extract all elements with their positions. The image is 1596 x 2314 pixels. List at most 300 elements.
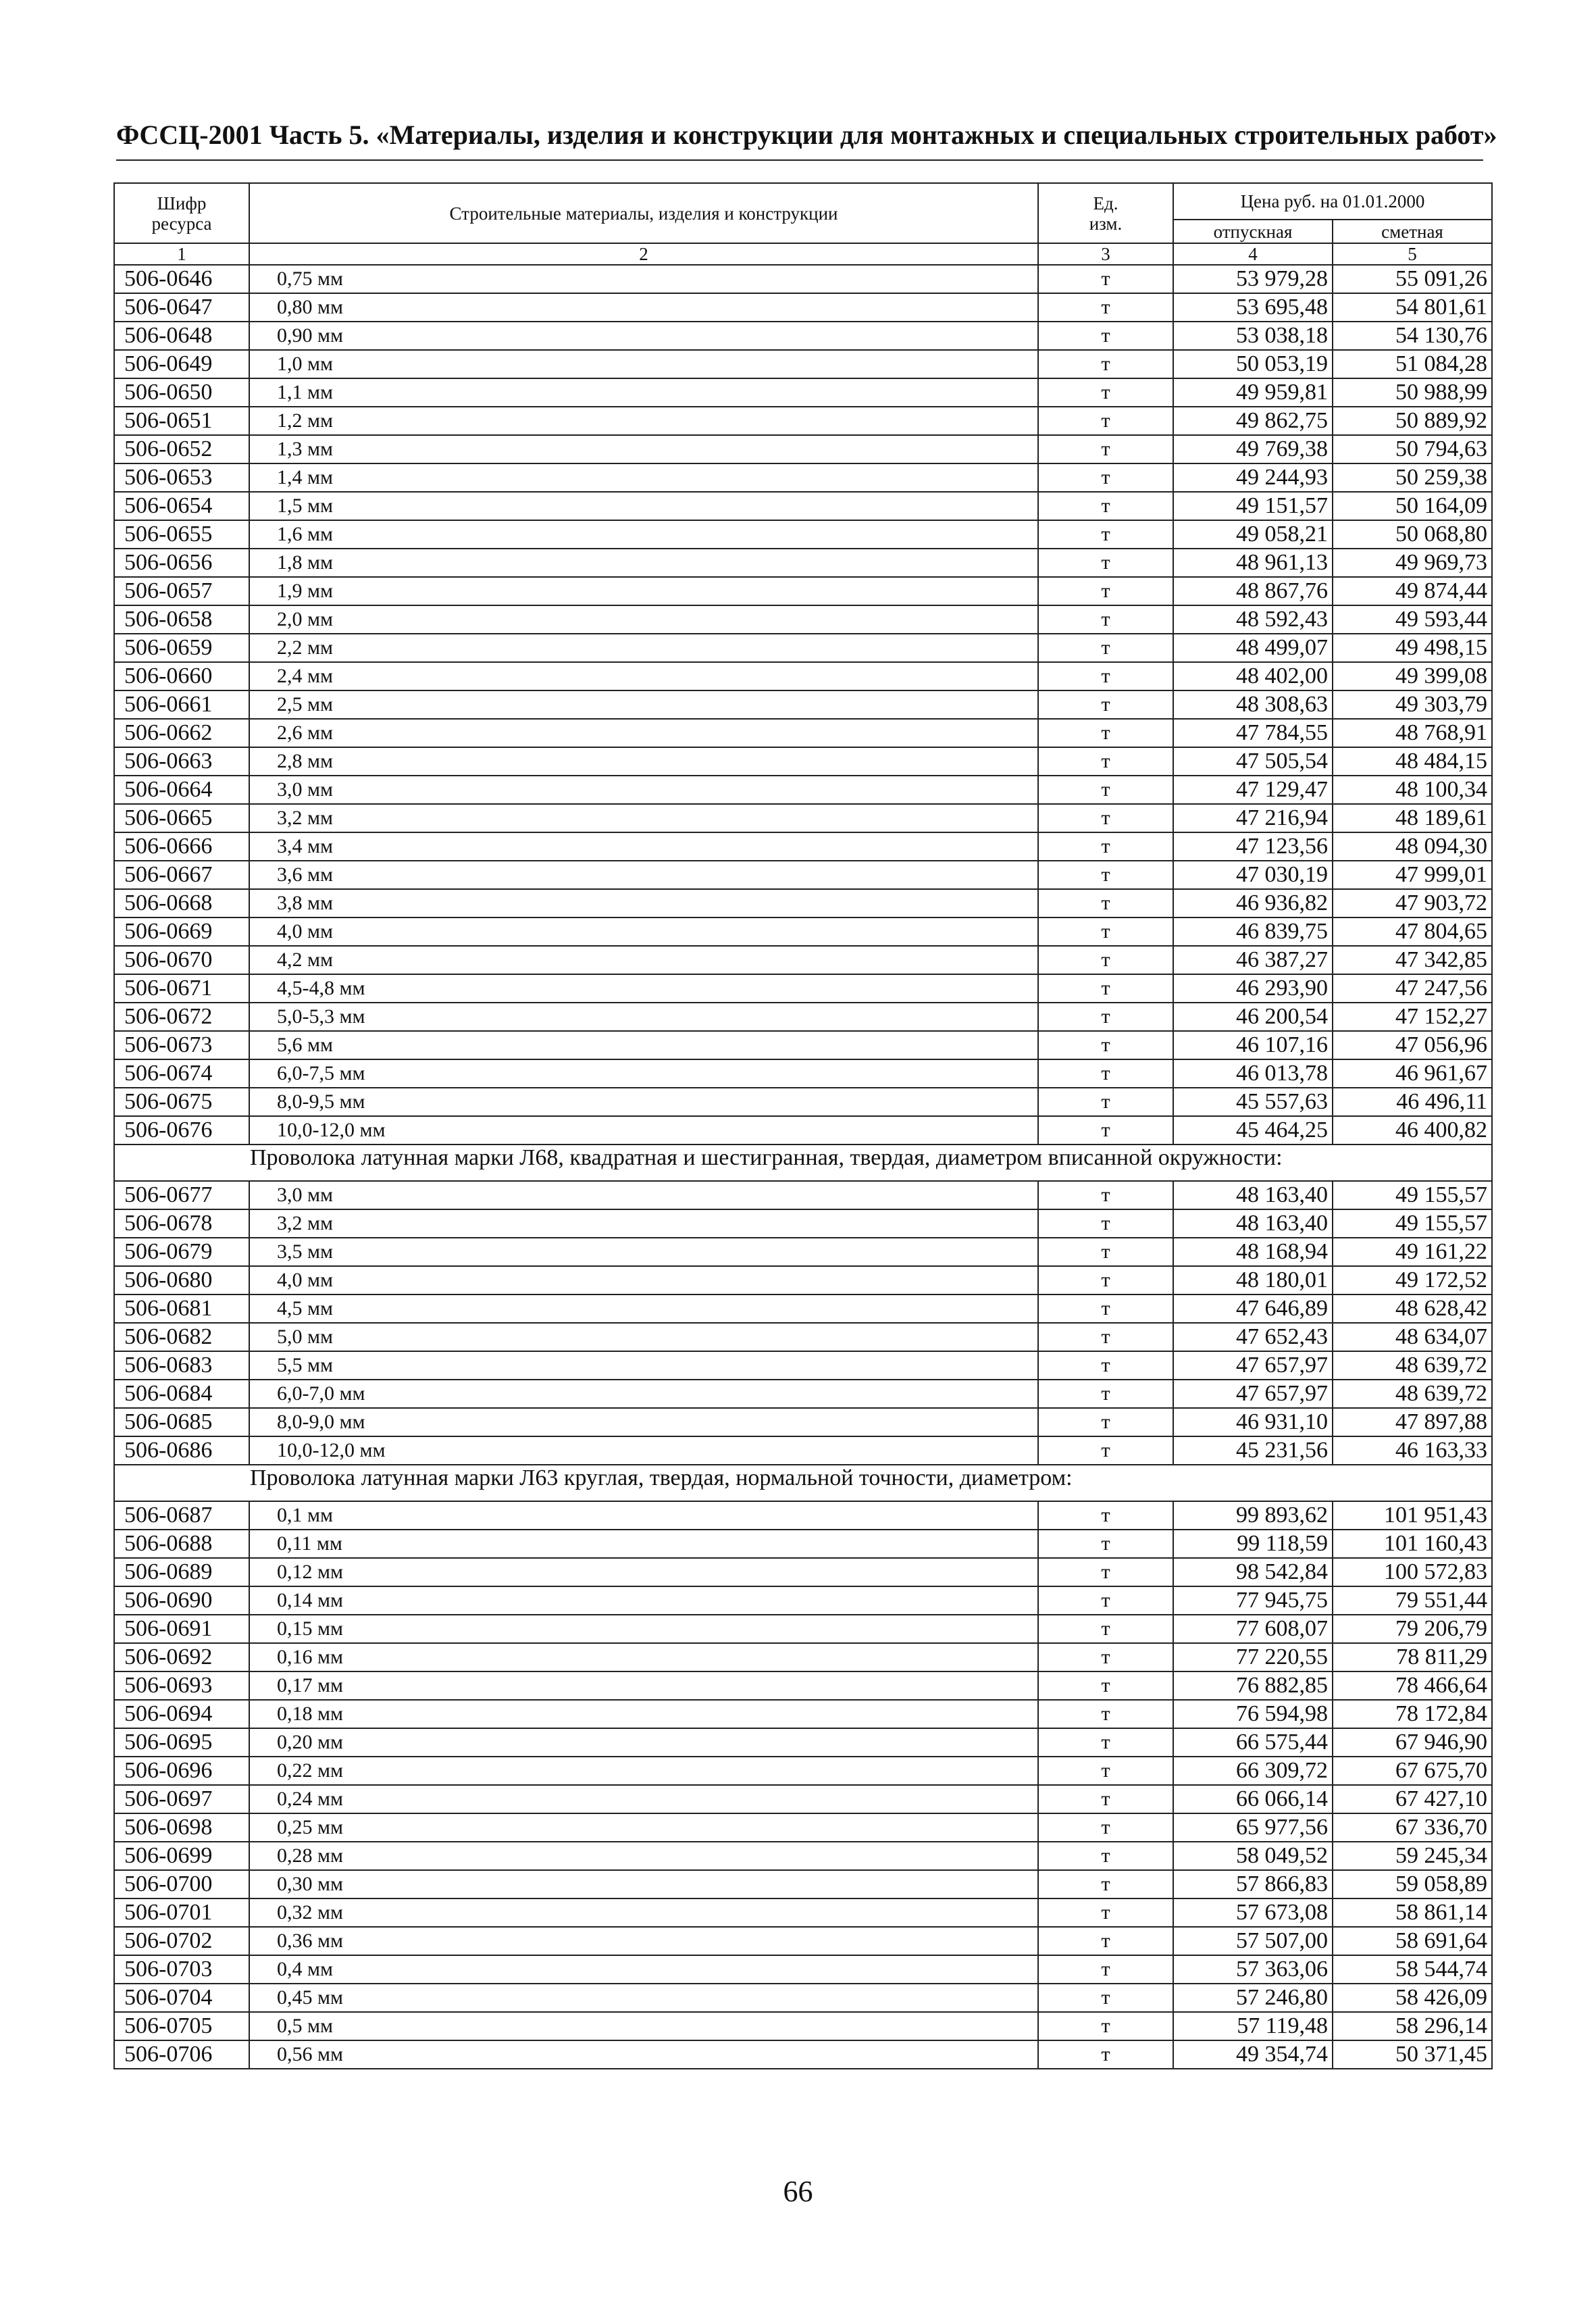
column-number: 5 xyxy=(1333,243,1492,265)
table-row xyxy=(114,549,1492,577)
table-row xyxy=(114,1586,1492,1615)
column-header-price-group: Цена руб. на 01.01.2000 xyxy=(1173,183,1492,220)
column-number: 4 xyxy=(1173,243,1333,265)
resource-code-cell: 506-0658 xyxy=(114,605,249,634)
material-name-cell: 2,4 мм xyxy=(249,662,1038,690)
release-price-cell: 57 119,48 xyxy=(1173,2012,1333,2040)
resource-code-cell: 506-0698 xyxy=(114,1813,249,1842)
estimate-price-cell: 59 058,89 xyxy=(1333,1870,1492,1898)
unit-cell: т xyxy=(1038,1266,1173,1294)
release-price-cell: 66 575,44 xyxy=(1173,1728,1333,1757)
table-row xyxy=(114,1238,1492,1266)
resource-code-cell: 506-0647 xyxy=(114,293,249,322)
table-row xyxy=(114,946,1492,974)
estimate-price-cell: 47 152,27 xyxy=(1333,1003,1492,1031)
table-row xyxy=(114,1984,1492,2012)
unit-cell: т xyxy=(1038,350,1173,378)
unit-cell: т xyxy=(1038,662,1173,690)
material-name-cell: 2,5 мм xyxy=(249,690,1038,719)
release-price-cell: 49 354,74 xyxy=(1173,2040,1333,2069)
unit-cell: т xyxy=(1038,265,1173,293)
unit-cell: т xyxy=(1038,1586,1173,1615)
unit-cell: т xyxy=(1038,1436,1173,1465)
resource-code-cell: 506-0686 xyxy=(114,1436,249,1465)
resource-code-cell: 506-0665 xyxy=(114,804,249,832)
release-price-cell: 47 657,97 xyxy=(1173,1380,1333,1408)
unit-cell: т xyxy=(1038,435,1173,463)
release-price-cell: 46 013,78 xyxy=(1173,1059,1333,1088)
release-price-cell: 46 200,54 xyxy=(1173,1003,1333,1031)
estimate-price-cell: 46 496,11 xyxy=(1333,1088,1492,1116)
table-row xyxy=(114,889,1492,917)
table-row xyxy=(114,1059,1492,1088)
resource-code-cell: 506-0662 xyxy=(114,719,249,747)
resource-code-cell: 506-0683 xyxy=(114,1351,249,1380)
resource-code-cell: 506-0705 xyxy=(114,2012,249,2040)
resource-code-cell: 506-0646 xyxy=(114,265,249,293)
table-body xyxy=(114,265,1492,2069)
material-name-cell: 1,4 мм xyxy=(249,463,1038,492)
resource-code-cell: 506-0648 xyxy=(114,322,249,350)
resource-code-cell: 506-0671 xyxy=(114,974,249,1003)
material-name-cell: 0,1 мм xyxy=(249,1501,1038,1530)
material-name-cell: 0,5 мм xyxy=(249,2012,1038,2040)
material-name-cell: 0,32 мм xyxy=(249,1898,1038,1927)
release-price-cell: 66 309,72 xyxy=(1173,1757,1333,1785)
table-row xyxy=(114,1842,1492,1870)
estimate-price-cell: 49 161,22 xyxy=(1333,1238,1492,1266)
resource-code-cell: 506-0679 xyxy=(114,1238,249,1266)
material-name-cell: 5,6 мм xyxy=(249,1031,1038,1059)
release-price-cell: 47 216,94 xyxy=(1173,804,1333,832)
material-name-cell: 0,20 мм xyxy=(249,1728,1038,1757)
estimate-price-cell: 101 160,43 xyxy=(1333,1530,1492,1558)
release-price-cell: 45 557,63 xyxy=(1173,1088,1333,1116)
resource-code-cell: 506-0655 xyxy=(114,520,249,549)
resource-code-cell: 506-0652 xyxy=(114,435,249,463)
resource-code-cell: 506-0677 xyxy=(114,1181,249,1209)
resource-code-cell: 506-0650 xyxy=(114,378,249,407)
material-name-cell: 3,8 мм xyxy=(249,889,1038,917)
estimate-price-cell: 78 811,29 xyxy=(1333,1643,1492,1671)
resource-code-cell: 506-0695 xyxy=(114,1728,249,1757)
header-divider xyxy=(116,159,1483,161)
price-table xyxy=(113,182,1493,2069)
release-price-cell: 47 657,97 xyxy=(1173,1351,1333,1380)
resource-code-cell: 506-0675 xyxy=(114,1088,249,1116)
material-name-cell: 2,2 мм xyxy=(249,634,1038,662)
estimate-price-cell: 79 206,79 xyxy=(1333,1615,1492,1643)
unit-cell: т xyxy=(1038,804,1173,832)
estimate-price-cell: 67 946,90 xyxy=(1333,1728,1492,1757)
resource-code-cell: 506-0654 xyxy=(114,492,249,520)
material-name-cell: 0,30 мм xyxy=(249,1870,1038,1898)
estimate-price-cell: 78 466,64 xyxy=(1333,1671,1492,1700)
material-name-cell: 8,0-9,5 мм xyxy=(249,1088,1038,1116)
table-row xyxy=(114,520,1492,549)
unit-cell: т xyxy=(1038,889,1173,917)
table-row xyxy=(114,1003,1492,1031)
table-row xyxy=(114,265,1492,293)
unit-cell: т xyxy=(1038,1671,1173,1700)
estimate-price-cell: 67 336,70 xyxy=(1333,1813,1492,1842)
unit-cell: т xyxy=(1038,1813,1173,1842)
material-name-cell: 3,2 мм xyxy=(249,804,1038,832)
resource-code-cell: 506-0681 xyxy=(114,1294,249,1323)
release-price-cell: 49 151,57 xyxy=(1173,492,1333,520)
estimate-price-cell: 48 484,15 xyxy=(1333,747,1492,776)
table-row xyxy=(114,322,1492,350)
resource-code-cell: 506-0666 xyxy=(114,832,249,861)
estimate-price-cell: 78 172,84 xyxy=(1333,1700,1492,1728)
table-row xyxy=(114,832,1492,861)
release-price-cell: 48 163,40 xyxy=(1173,1181,1333,1209)
table-row xyxy=(114,1436,1492,1465)
table-row xyxy=(114,492,1492,520)
estimate-price-cell: 58 426,09 xyxy=(1333,1984,1492,2012)
table-row xyxy=(114,1530,1492,1558)
table-row xyxy=(114,1615,1492,1643)
release-price-cell: 77 608,07 xyxy=(1173,1615,1333,1643)
release-price-cell: 48 308,63 xyxy=(1173,690,1333,719)
unit-cell: т xyxy=(1038,1501,1173,1530)
unit-cell: т xyxy=(1038,1700,1173,1728)
release-price-cell: 57 673,08 xyxy=(1173,1898,1333,1927)
resource-code-cell: 506-0694 xyxy=(114,1700,249,1728)
unit-cell: т xyxy=(1038,1181,1173,1209)
unit-cell: т xyxy=(1038,1870,1173,1898)
release-price-cell: 98 542,84 xyxy=(1173,1558,1333,1586)
resource-code-cell: 506-0661 xyxy=(114,690,249,719)
estimate-price-cell: 58 861,14 xyxy=(1333,1898,1492,1927)
release-price-cell: 46 839,75 xyxy=(1173,917,1333,946)
material-name-cell: 8,0-9,0 мм xyxy=(249,1408,1038,1436)
page-number: 66 xyxy=(783,2175,813,2208)
material-name-cell: 2,8 мм xyxy=(249,747,1038,776)
release-price-cell: 46 387,27 xyxy=(1173,946,1333,974)
material-name-cell: 3,0 мм xyxy=(249,776,1038,804)
material-name-cell: 4,0 мм xyxy=(249,917,1038,946)
table-row xyxy=(114,776,1492,804)
unit-cell: т xyxy=(1038,1530,1173,1558)
unit-cell: т xyxy=(1038,1728,1173,1757)
estimate-price-cell: 51 084,28 xyxy=(1333,350,1492,378)
table-row xyxy=(114,463,1492,492)
material-name-cell: 5,0-5,3 мм xyxy=(249,1003,1038,1031)
table-row xyxy=(114,1351,1492,1380)
material-name-cell: 0,28 мм xyxy=(249,1842,1038,1870)
resource-code-cell: 506-0696 xyxy=(114,1757,249,1785)
column-header-release-price: отпускная xyxy=(1173,220,1333,243)
resource-code-cell: 506-0678 xyxy=(114,1209,249,1238)
release-price-cell: 50 053,19 xyxy=(1173,350,1333,378)
column-header-name: Строительные материалы, изделия и конструкции xyxy=(249,183,1038,243)
release-price-cell: 48 180,01 xyxy=(1173,1266,1333,1294)
estimate-price-cell: 50 068,80 xyxy=(1333,520,1492,549)
material-name-cell: 1,8 мм xyxy=(249,549,1038,577)
resource-code-cell: 506-0690 xyxy=(114,1586,249,1615)
unit-cell: т xyxy=(1038,1380,1173,1408)
resource-code-cell: 506-0680 xyxy=(114,1266,249,1294)
table-row xyxy=(114,1955,1492,1984)
table-row xyxy=(114,662,1492,690)
table-row xyxy=(114,861,1492,889)
release-price-cell: 53 979,28 xyxy=(1173,265,1333,293)
release-price-cell: 48 867,76 xyxy=(1173,577,1333,605)
table-row xyxy=(114,1728,1492,1757)
release-price-cell: 46 107,16 xyxy=(1173,1031,1333,1059)
estimate-price-cell: 101 951,43 xyxy=(1333,1501,1492,1530)
table-row xyxy=(114,1671,1492,1700)
resource-code-cell: 506-0699 xyxy=(114,1842,249,1870)
estimate-price-cell: 67 427,10 xyxy=(1333,1785,1492,1813)
section-heading: Проволока латунная марки Л63 круглая, твердая, нормальной точности, диаметром: xyxy=(114,1465,1492,1501)
unit-cell: т xyxy=(1038,1116,1173,1145)
resource-code-cell: 506-0673 xyxy=(114,1031,249,1059)
resource-code-cell: 506-0674 xyxy=(114,1059,249,1088)
material-name-cell: 4,0 мм xyxy=(249,1266,1038,1294)
material-name-cell: 0,16 мм xyxy=(249,1643,1038,1671)
release-price-cell: 46 936,82 xyxy=(1173,889,1333,917)
resource-code-cell: 506-0682 xyxy=(114,1323,249,1351)
material-name-cell: 5,5 мм xyxy=(249,1351,1038,1380)
estimate-price-cell: 49 593,44 xyxy=(1333,605,1492,634)
material-name-cell: 3,6 мм xyxy=(249,861,1038,889)
unit-cell: т xyxy=(1038,974,1173,1003)
estimate-price-cell: 47 999,01 xyxy=(1333,861,1492,889)
material-name-cell: 0,12 мм xyxy=(249,1558,1038,1586)
estimate-price-cell: 50 889,92 xyxy=(1333,407,1492,435)
table-row xyxy=(114,690,1492,719)
release-price-cell: 57 363,06 xyxy=(1173,1955,1333,1984)
material-name-cell: 0,36 мм xyxy=(249,1927,1038,1955)
estimate-price-cell: 49 155,57 xyxy=(1333,1209,1492,1238)
material-name-cell: 0,22 мм xyxy=(249,1757,1038,1785)
unit-cell: т xyxy=(1038,1984,1173,2012)
release-price-cell: 49 058,21 xyxy=(1173,520,1333,549)
estimate-price-cell: 50 164,09 xyxy=(1333,492,1492,520)
estimate-price-cell: 49 498,15 xyxy=(1333,634,1492,662)
estimate-price-cell: 48 100,34 xyxy=(1333,776,1492,804)
table-row xyxy=(114,1558,1492,1586)
unit-cell: т xyxy=(1038,861,1173,889)
resource-code-cell: 506-0688 xyxy=(114,1530,249,1558)
estimate-price-cell: 48 634,07 xyxy=(1333,1323,1492,1351)
unit-cell: т xyxy=(1038,322,1173,350)
release-price-cell: 77 220,55 xyxy=(1173,1643,1333,1671)
resource-code-cell: 506-0649 xyxy=(114,350,249,378)
resource-code-cell: 506-0668 xyxy=(114,889,249,917)
release-price-cell: 47 646,89 xyxy=(1173,1294,1333,1323)
resource-code-cell: 506-0685 xyxy=(114,1408,249,1436)
estimate-price-cell: 46 961,67 xyxy=(1333,1059,1492,1088)
release-price-cell: 45 231,56 xyxy=(1173,1436,1333,1465)
unit-cell: т xyxy=(1038,946,1173,974)
material-name-cell: 1,2 мм xyxy=(249,407,1038,435)
material-name-cell: 1,6 мм xyxy=(249,520,1038,549)
unit-cell: т xyxy=(1038,1842,1173,1870)
table-row xyxy=(114,2012,1492,2040)
estimate-price-cell: 48 639,72 xyxy=(1333,1351,1492,1380)
release-price-cell: 46 293,90 xyxy=(1173,974,1333,1003)
material-name-cell: 0,25 мм xyxy=(249,1813,1038,1842)
unit-cell: т xyxy=(1038,1209,1173,1238)
material-name-cell: 3,2 мм xyxy=(249,1209,1038,1238)
estimate-price-cell: 58 544,74 xyxy=(1333,1955,1492,1984)
resource-code-cell: 506-0687 xyxy=(114,1501,249,1530)
unit-cell: т xyxy=(1038,776,1173,804)
resource-code-cell: 506-0692 xyxy=(114,1643,249,1671)
unit-cell: т xyxy=(1038,1088,1173,1116)
estimate-price-cell: 49 399,08 xyxy=(1333,662,1492,690)
estimate-price-cell: 58 691,64 xyxy=(1333,1927,1492,1955)
unit-cell: т xyxy=(1038,1294,1173,1323)
unit-cell: т xyxy=(1038,378,1173,407)
resource-code-cell: 506-0651 xyxy=(114,407,249,435)
column-number: 1 xyxy=(114,243,249,265)
resource-code-cell: 506-0701 xyxy=(114,1898,249,1927)
table-row xyxy=(114,1700,1492,1728)
resource-code-cell: 506-0706 xyxy=(114,2040,249,2069)
unit-cell: т xyxy=(1038,605,1173,634)
estimate-price-cell: 54 130,76 xyxy=(1333,322,1492,350)
unit-cell: т xyxy=(1038,407,1173,435)
resource-code-cell: 506-0689 xyxy=(114,1558,249,1586)
section-heading-row xyxy=(114,1465,1492,1501)
material-name-cell: 0,4 мм xyxy=(249,1955,1038,1984)
release-price-cell: 99 893,62 xyxy=(1173,1501,1333,1530)
release-price-cell: 65 977,56 xyxy=(1173,1813,1333,1842)
estimate-price-cell: 46 400,82 xyxy=(1333,1116,1492,1145)
table-row xyxy=(114,1927,1492,1955)
release-price-cell: 49 244,93 xyxy=(1173,463,1333,492)
unit-cell: т xyxy=(1038,1351,1173,1380)
release-price-cell: 48 592,43 xyxy=(1173,605,1333,634)
table-row xyxy=(114,1088,1492,1116)
material-name-cell: 6,0-7,5 мм xyxy=(249,1059,1038,1088)
unit-cell: т xyxy=(1038,1615,1173,1643)
table-row xyxy=(114,1870,1492,1898)
release-price-cell: 49 862,75 xyxy=(1173,407,1333,435)
table-row xyxy=(114,1031,1492,1059)
table-row xyxy=(114,1501,1492,1530)
estimate-price-cell: 49 874,44 xyxy=(1333,577,1492,605)
table-row xyxy=(114,1898,1492,1927)
unit-cell: т xyxy=(1038,1643,1173,1671)
material-name-cell: 0,75 мм xyxy=(249,265,1038,293)
table-row xyxy=(114,1757,1492,1785)
unit-cell: т xyxy=(1038,577,1173,605)
unit-cell: т xyxy=(1038,293,1173,322)
estimate-price-cell: 59 245,34 xyxy=(1333,1842,1492,1870)
material-name-cell: 1,3 мм xyxy=(249,435,1038,463)
estimate-price-cell: 48 628,42 xyxy=(1333,1294,1492,1323)
estimate-price-cell: 47 342,85 xyxy=(1333,946,1492,974)
unit-cell: т xyxy=(1038,719,1173,747)
table-row xyxy=(114,1408,1492,1436)
release-price-cell: 48 163,40 xyxy=(1173,1209,1333,1238)
estimate-price-cell: 47 247,56 xyxy=(1333,974,1492,1003)
unit-cell: т xyxy=(1038,1558,1173,1586)
release-price-cell: 45 464,25 xyxy=(1173,1116,1333,1145)
resource-code-cell: 506-0703 xyxy=(114,1955,249,1984)
unit-cell: т xyxy=(1038,492,1173,520)
release-price-cell: 48 499,07 xyxy=(1173,634,1333,662)
release-price-cell: 57 507,00 xyxy=(1173,1927,1333,1955)
unit-cell: т xyxy=(1038,1059,1173,1088)
release-price-cell: 46 931,10 xyxy=(1173,1408,1333,1436)
section-heading: Проволока латунная марки Л68, квадратная и шестигранная, твердая, диаметром вписанной окружности: xyxy=(114,1145,1492,1181)
material-name-cell: 4,2 мм xyxy=(249,946,1038,974)
estimate-price-cell: 49 155,57 xyxy=(1333,1181,1492,1209)
unit-cell: т xyxy=(1038,2012,1173,2040)
column-number: 2 xyxy=(249,243,1038,265)
estimate-price-cell: 54 801,61 xyxy=(1333,293,1492,322)
resource-code-cell: 506-0691 xyxy=(114,1615,249,1643)
material-name-cell: 10,0-12,0 мм xyxy=(249,1436,1038,1465)
table-row xyxy=(114,747,1492,776)
estimate-price-cell: 50 988,99 xyxy=(1333,378,1492,407)
table-row xyxy=(114,407,1492,435)
table-row xyxy=(114,293,1492,322)
table-row xyxy=(114,634,1492,662)
table-row xyxy=(114,605,1492,634)
material-name-cell: 0,15 мм xyxy=(249,1615,1038,1643)
column-number: 3 xyxy=(1038,243,1173,265)
table-row xyxy=(114,804,1492,832)
release-price-cell: 76 882,85 xyxy=(1173,1671,1333,1700)
release-price-cell: 76 594,98 xyxy=(1173,1700,1333,1728)
material-name-cell: 0,80 мм xyxy=(249,293,1038,322)
estimate-price-cell: 48 768,91 xyxy=(1333,719,1492,747)
section-heading-row xyxy=(114,1145,1492,1181)
resource-code-cell: 506-0667 xyxy=(114,861,249,889)
release-price-cell: 58 049,52 xyxy=(1173,1842,1333,1870)
unit-cell: т xyxy=(1038,1757,1173,1785)
estimate-price-cell: 46 163,33 xyxy=(1333,1436,1492,1465)
table-row xyxy=(114,1209,1492,1238)
unit-cell: т xyxy=(1038,463,1173,492)
material-name-cell: 4,5 мм xyxy=(249,1294,1038,1323)
material-name-cell: 0,14 мм xyxy=(249,1586,1038,1615)
table-row xyxy=(114,378,1492,407)
release-price-cell: 57 866,83 xyxy=(1173,1870,1333,1898)
release-price-cell: 49 959,81 xyxy=(1173,378,1333,407)
table-row xyxy=(114,350,1492,378)
resource-code-cell: 506-0669 xyxy=(114,917,249,946)
estimate-price-cell: 55 091,26 xyxy=(1333,265,1492,293)
unit-cell: т xyxy=(1038,832,1173,861)
estimate-price-cell: 47 903,72 xyxy=(1333,889,1492,917)
unit-cell: т xyxy=(1038,1238,1173,1266)
unit-cell: т xyxy=(1038,520,1173,549)
resource-code-cell: 506-0670 xyxy=(114,946,249,974)
table-row xyxy=(114,1380,1492,1408)
material-name-cell: 2,6 мм xyxy=(249,719,1038,747)
resource-code-cell: 506-0684 xyxy=(114,1380,249,1408)
material-name-cell: 4,5-4,8 мм xyxy=(249,974,1038,1003)
estimate-price-cell: 48 639,72 xyxy=(1333,1380,1492,1408)
material-name-cell: 10,0-12,0 мм xyxy=(249,1116,1038,1145)
material-name-cell: 0,24 мм xyxy=(249,1785,1038,1813)
estimate-price-cell: 47 056,96 xyxy=(1333,1031,1492,1059)
unit-cell: т xyxy=(1038,1323,1173,1351)
estimate-price-cell: 47 897,88 xyxy=(1333,1408,1492,1436)
resource-code-cell: 506-0693 xyxy=(114,1671,249,1700)
table-row xyxy=(114,435,1492,463)
unit-cell: т xyxy=(1038,634,1173,662)
material-name-cell: 3,0 мм xyxy=(249,1181,1038,1209)
